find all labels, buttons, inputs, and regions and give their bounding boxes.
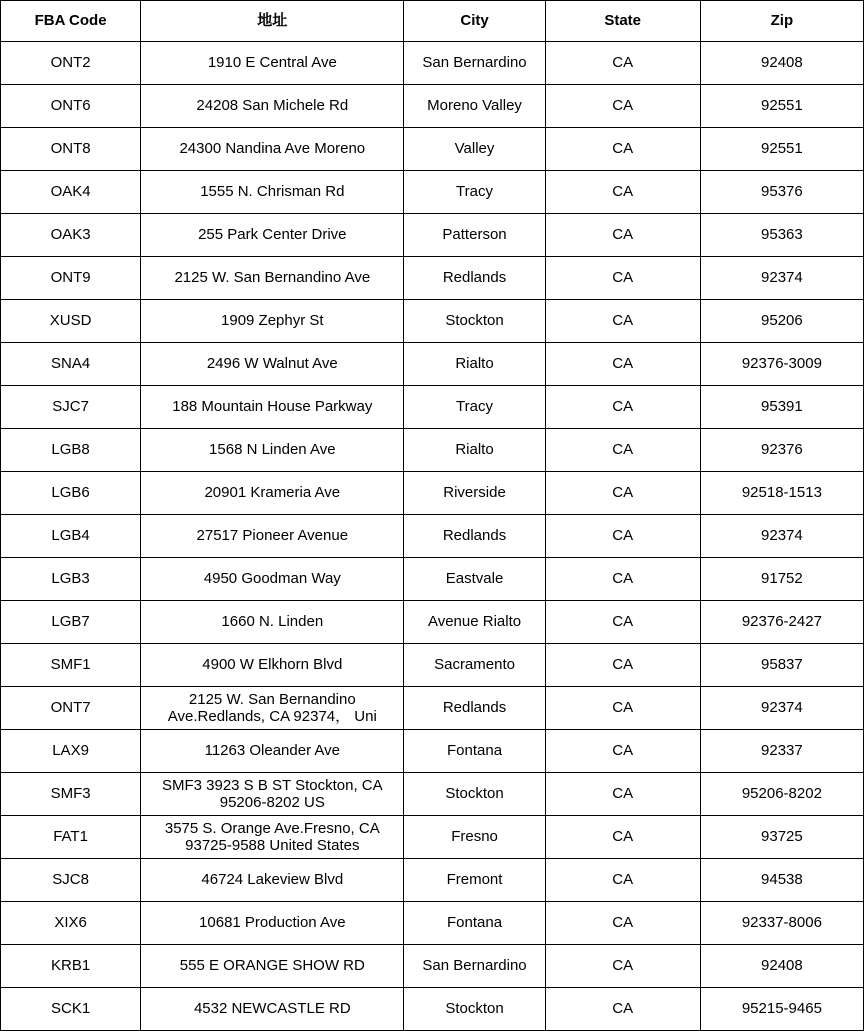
cell-city: Rialto	[404, 343, 545, 386]
table-row	[1, 644, 864, 687]
table-row	[1, 945, 864, 988]
cell-fba-code: LAX9	[1, 730, 141, 773]
cell-zip: 95215-9465	[700, 988, 863, 1031]
cell-fba-code: ONT7	[1, 687, 141, 730]
cell-fba-code: XUSD	[1, 300, 141, 343]
cell-fba-code: LGB6	[1, 472, 141, 515]
cell-address: 1910 E Central Ave	[141, 42, 404, 85]
cell-city: Fremont	[404, 859, 545, 902]
cell-city: Redlands	[404, 687, 545, 730]
cell-city: Eastvale	[404, 558, 545, 601]
cell-zip: 95363	[700, 214, 863, 257]
cell-state: CA	[545, 558, 700, 601]
cell-state: CA	[545, 515, 700, 558]
cell-address: 27517 Pioneer Avenue	[141, 515, 404, 558]
column-header-zip: Zip	[700, 1, 863, 42]
cell-zip: 92376	[700, 429, 863, 472]
cell-fba-code: ONT6	[1, 85, 141, 128]
table-row	[1, 859, 864, 902]
cell-zip: 92374	[700, 257, 863, 300]
cell-zip: 91752	[700, 558, 863, 601]
cell-fba-code: SJC7	[1, 386, 141, 429]
cell-address: 1555 N. Chrisman Rd	[141, 171, 404, 214]
cell-fba-code: OAK3	[1, 214, 141, 257]
cell-zip: 92518-1513	[700, 472, 863, 515]
table-row	[1, 687, 864, 730]
cell-city: San Bernardino	[404, 945, 545, 988]
cell-address: SMF3 3923 S B ST Stockton, CA 95206-8202 US	[141, 773, 404, 816]
cell-address: 188 Mountain House Parkway	[141, 386, 404, 429]
table-row	[1, 472, 864, 515]
cell-address: 10681 Production Ave	[141, 902, 404, 945]
table-row	[1, 773, 864, 816]
table-row	[1, 257, 864, 300]
table-row	[1, 171, 864, 214]
cell-zip: 92376-3009	[700, 343, 863, 386]
cell-state: CA	[545, 85, 700, 128]
cell-city: Sacramento	[404, 644, 545, 687]
cell-city: Fontana	[404, 730, 545, 773]
cell-fba-code: ONT9	[1, 257, 141, 300]
cell-zip: 92551	[700, 128, 863, 171]
cell-state: CA	[545, 945, 700, 988]
cell-fba-code: KRB1	[1, 945, 141, 988]
cell-zip: 95206	[700, 300, 863, 343]
cell-fba-code: SJC8	[1, 859, 141, 902]
table-body	[1, 42, 864, 1031]
cell-city: Redlands	[404, 515, 545, 558]
cell-zip: 92337	[700, 730, 863, 773]
cell-address: 11263 Oleander Ave	[141, 730, 404, 773]
cell-address: 1909 Zephyr St	[141, 300, 404, 343]
cell-fba-code: ONT8	[1, 128, 141, 171]
cell-state: CA	[545, 386, 700, 429]
cell-address: 1660 N. Linden	[141, 601, 404, 644]
cell-city: Redlands	[404, 257, 545, 300]
table-row	[1, 988, 864, 1031]
cell-address: 555 E ORANGE SHOW RD	[141, 945, 404, 988]
table-row	[1, 214, 864, 257]
table-row	[1, 85, 864, 128]
cell-fba-code: SCK1	[1, 988, 141, 1031]
table-row	[1, 343, 864, 386]
table-row	[1, 429, 864, 472]
cell-city: Rialto	[404, 429, 545, 472]
cell-city: San Bernardino	[404, 42, 545, 85]
cell-address: 2125 W. San Bernandino Ave	[141, 257, 404, 300]
cell-fba-code: SMF1	[1, 644, 141, 687]
cell-fba-code: ONT2	[1, 42, 141, 85]
table-row	[1, 515, 864, 558]
cell-fba-code: LGB3	[1, 558, 141, 601]
cell-city: Patterson	[404, 214, 545, 257]
cell-zip: 95837	[700, 644, 863, 687]
cell-city: Stockton	[404, 773, 545, 816]
cell-city: Tracy	[404, 171, 545, 214]
cell-zip: 95206-8202	[700, 773, 863, 816]
cell-fba-code: LGB8	[1, 429, 141, 472]
column-header-city: City	[404, 1, 545, 42]
cell-city: Moreno Valley	[404, 85, 545, 128]
cell-zip: 95391	[700, 386, 863, 429]
cell-state: CA	[545, 300, 700, 343]
cell-city: Fontana	[404, 902, 545, 945]
cell-fba-code: OAK4	[1, 171, 141, 214]
cell-state: CA	[545, 171, 700, 214]
cell-zip: 92551	[700, 85, 863, 128]
cell-fba-code: LGB4	[1, 515, 141, 558]
cell-state: CA	[545, 429, 700, 472]
cell-address: 24208 San Michele Rd	[141, 85, 404, 128]
cell-fba-code: SNA4	[1, 343, 141, 386]
table-row	[1, 816, 864, 859]
table-header-row	[1, 1, 864, 42]
cell-zip: 92408	[700, 945, 863, 988]
cell-state: CA	[545, 902, 700, 945]
cell-address: 46724 Lakeview Blvd	[141, 859, 404, 902]
cell-zip: 92374	[700, 515, 863, 558]
cell-address: 20901 Krameria Ave	[141, 472, 404, 515]
cell-state: CA	[545, 816, 700, 859]
cell-state: CA	[545, 859, 700, 902]
cell-state: CA	[545, 128, 700, 171]
column-header-state: State	[545, 1, 700, 42]
cell-fba-code: FAT1	[1, 816, 141, 859]
cell-fba-code: LGB7	[1, 601, 141, 644]
cell-city: Riverside	[404, 472, 545, 515]
cell-zip: 92374	[700, 687, 863, 730]
cell-state: CA	[545, 644, 700, 687]
cell-address: 24300 Nandina Ave Moreno	[141, 128, 404, 171]
cell-zip: 92376-2427	[700, 601, 863, 644]
cell-address: 4532 NEWCASTLE RD	[141, 988, 404, 1031]
cell-address: 3575 S. Orange Ave.Fresno, CA 93725-9588 United States	[141, 816, 404, 859]
cell-address: 2125 W. San Bernandino Ave.Redlands, CA 92374， Uni	[141, 687, 404, 730]
cell-zip: 92337-8006	[700, 902, 863, 945]
cell-address: 255 Park Center Drive	[141, 214, 404, 257]
table-row	[1, 42, 864, 85]
cell-zip: 95376	[700, 171, 863, 214]
cell-zip: 93725	[700, 816, 863, 859]
cell-city: Valley	[404, 128, 545, 171]
cell-city: Stockton	[404, 988, 545, 1031]
cell-state: CA	[545, 773, 700, 816]
cell-state: CA	[545, 687, 700, 730]
cell-city: Stockton	[404, 300, 545, 343]
cell-address: 4950 Goodman Way	[141, 558, 404, 601]
cell-city: Tracy	[404, 386, 545, 429]
cell-address: 4900 W Elkhorn Blvd	[141, 644, 404, 687]
table-row	[1, 128, 864, 171]
cell-zip: 92408	[700, 42, 863, 85]
cell-state: CA	[545, 42, 700, 85]
table-row	[1, 730, 864, 773]
cell-state: CA	[545, 343, 700, 386]
cell-state: CA	[545, 214, 700, 257]
table-row	[1, 558, 864, 601]
column-header-address: 地址	[141, 1, 404, 42]
cell-city: Fresno	[404, 816, 545, 859]
cell-state: CA	[545, 257, 700, 300]
cell-address: 1568 N Linden Ave	[141, 429, 404, 472]
cell-fba-code: XIX6	[1, 902, 141, 945]
cell-address: 2496 W Walnut Ave	[141, 343, 404, 386]
table-row	[1, 300, 864, 343]
cell-city: Avenue Rialto	[404, 601, 545, 644]
cell-state: CA	[545, 988, 700, 1031]
table-row	[1, 386, 864, 429]
column-header-fba-code: FBA Code	[1, 1, 141, 42]
cell-fba-code: SMF3	[1, 773, 141, 816]
cell-state: CA	[545, 730, 700, 773]
table-row	[1, 902, 864, 945]
cell-zip: 94538	[700, 859, 863, 902]
cell-state: CA	[545, 601, 700, 644]
cell-state: CA	[545, 472, 700, 515]
table-row	[1, 601, 864, 644]
